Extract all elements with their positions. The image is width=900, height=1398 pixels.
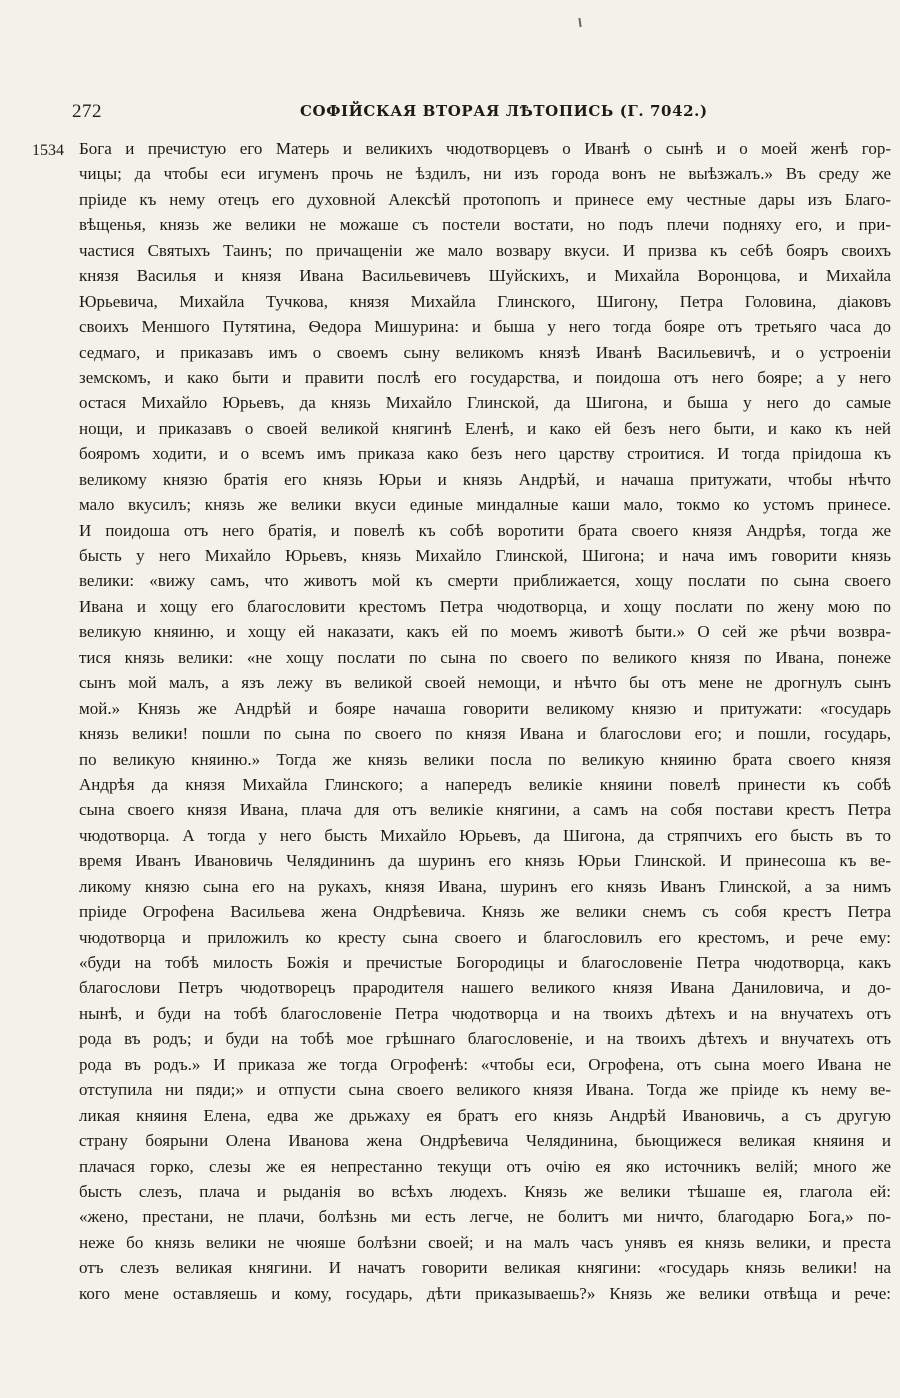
text-line: великому князю братія его князь Юрьи и князь Андрѣй, и начаша притужати, чтобы нѣчто (79, 469, 891, 489)
text-line: мало вкусилъ; князь же велики вкуси единые миндалные каши мало, токмо ко устомъ принесе. (79, 495, 891, 515)
text-line: неже бо князь велики не чюяше болѣзни своей; и на малъ часъ унявъ ея князь велики, и преста (79, 1232, 891, 1252)
text-line: Бога и пречистую его Матерь и великихъ чюдотворцевъ о Иванѣ о сынѣ и о моей женѣ гор- (79, 139, 891, 158)
text-line: седмаго, и приказавъ имъ о своемъ сыну великомъ князѣ Иванѣ Васильевичѣ, и о устроеніи (79, 342, 891, 362)
margin-year: 1534 (32, 142, 64, 159)
text-line: чюдотворца и приложилъ ко кресту сына своего и благословилъ его крестомъ, и рече ему: (79, 927, 891, 947)
text-line: ликая княиня Елена, едва же дрьжаху ея братъ его князь Андрѣй Ивановичь, а съ другую (79, 1105, 891, 1125)
text-line: князя Василья и князя Ивана Васильевичевъ Шуйскихъ, и Михайла Воронцова, и Михайла (79, 266, 891, 286)
text-line: пріиде къ нему отецъ его духовной Алексѣй протопопъ и принесе ему честные дары изъ Благо- (79, 189, 891, 209)
text-line: по великую княиню.» Тогда же князь велики посла по великую княиню брата своего князя (79, 749, 891, 769)
text-line: отступила ни пяди;» и отпусти сына своего великого князя Ивана. Тогда же пріиде къ нему ве- (79, 1080, 891, 1100)
text-line: благослови Петръ чюдотворецъ прародителя нашего великого князя Ивана Даниловича, и до- (79, 978, 891, 998)
text-line: чюдотворца. А тогда у него бысть Михайло Юрьевъ, да Шигона, да стряпчихъ его бысть въ то (79, 825, 891, 845)
text-line: князь велики! пошли по сына по своего по князя Ивана и благослови его; и пошли, государь, (79, 724, 891, 744)
text-line: бояромъ ходити, и о всемъ имъ приказа како безъ него царству строитися. И тогда пріидоша къ (79, 444, 891, 464)
text-line: земскомъ, и како быти и правити послѣ его государства, и поидоша отъ него бояре; а у него (79, 367, 891, 387)
running-title: СОФІЙСКАЯ ВТОРАЯ ЛѢТОПИСЬ (Г. 7042.) (300, 102, 708, 120)
text-line: нощи, и приказавъ о своей великой княгинѣ Еленѣ, и како ей безъ него быти, и како къ ней (79, 418, 891, 438)
text-line: чицы; да чтобы еси игуменъ прочь не ѣздилъ, ни изъ города вонъ не выѣзжалъ.» Въ среду же (79, 164, 891, 184)
text-line: Юрьевича, Михайла Тучкова, князя Михайла Глинского, Шигону, Петра Головина, діаковъ (79, 291, 891, 311)
text-line: Андрѣя да князя Михайла Глинского; а напередъ великіе княини повелѣ принести къ собѣ (79, 774, 891, 794)
page-number: 272 (72, 101, 102, 122)
text-line: «буди на тобѣ милость Божія и пречистые Богородицы и благословеніе Петра чюдотворца, какъ (79, 953, 891, 972)
text-line: пріиде Огрофена Васильева жена Ондрѣевича. Князь же велики снемъ съ собя крестъ Петра (79, 902, 891, 922)
text-line: И поидоша отъ него братія, и повелѣ къ собѣ воротити брата своего князя Андрѣя, тогда же (79, 520, 891, 540)
text-line: велики: «вижу самъ, что животъ мой къ смерти приближается, хощу послати по сына своего (79, 571, 891, 591)
text-line: Ивана и хощу его благословити крестомъ Петра чюдотворца, и хощу послати по жену мою по (79, 596, 891, 616)
text-line: бысть слезъ, плача и рыданія во всѣхъ людехъ. Князь же велики тѣшаше ея, глагола ей: (79, 1181, 891, 1201)
text-line: тися князь велики: «не хощу послати по сына по своего по великого князя по Ивана, понеже (79, 647, 891, 667)
scan-mark (578, 18, 581, 27)
text-line: нынѣ, и буди на тобѣ благословеніе Петра чюдотворца и на твоихъ дѣтехъ и на внучатехъ отъ (79, 1003, 891, 1023)
text-line: великую княиню, и хощу ей наказати, какъ ей по моемъ животѣ быти.» О сей же рѣчи возвра- (79, 622, 891, 642)
text-line: мой.» Князь же Андрѣй и бояре начаша говорити великому князю и притужати: «государь (79, 698, 891, 718)
text-line: вѣщенья, князь же велики не можаше съ постели востати, но подъ плечи подняху его, и при- (79, 215, 891, 235)
text-line: сынъ мой малъ, а язъ лежу въ великой своей немощи, и нѣчто бы отъ мене не дрогнулъ сынъ (79, 673, 891, 693)
text-line: «жено, престани, не плачи, болѣзнь ми есть легче, не болитъ ми ничто, благодарю Бога,» по- (79, 1207, 891, 1227)
page-header (72, 101, 892, 125)
text-line: частися Святыхъ Таинъ; по причащеніи же мало возвару вкуси. И призва къ себѣ бояръ своихъ (79, 240, 891, 260)
text-line: своихъ Меншого Путятина, Ѳедора Мишурина: и быша у него тогда бояре отъ третьяго часа до (79, 317, 891, 337)
text-line: рода въ родъ.» И приказа же тогда Огрофенѣ: «чтобы еси, Огрофена, отъ сына моего Ивана не (79, 1054, 891, 1074)
text-line: кого мене оставляешь и кому, государь, дѣти приказываешь?» Князь же велики отвѣща и рече: (79, 1283, 891, 1303)
text-line: остася Михайло Юрьевъ, да князь Михайло Глинской, да Шигона, и быша у него до самые (79, 393, 891, 413)
chronicle-text (79, 136, 891, 1306)
text-line: время Иванъ Ивановичь Челядининъ да шуринъ его князь Юрьи Глинской. И принесоша къ ве- (79, 851, 891, 871)
text-line: отъ слезъ великая княгини. И начатъ говорити великая княгини: «государь князь велики! на (79, 1258, 891, 1278)
text-line: страну боярыни Олена Иванова жена Ондрѣевича Челядинина, бьющижеся великая княиня и (79, 1131, 891, 1151)
text-line: рода въ родъ; и буди на тобѣ мое грѣшнаго благословеніе, и на твоихъ дѣтехъ и внучатехъ отъ (79, 1029, 891, 1049)
text-line: сына своего князя Ивана, плача для отъ великіе княгини, а самъ на собя постави крестъ Петра (79, 800, 891, 820)
text-line: бысть у него Михайло Юрьевъ, князь Михайло Глинской, Шигона; и нача имъ говорити князь (79, 546, 891, 565)
text-line: плачася горко, слезы же ея непрестанно текущи отъ очію ея яко источникъ велій; много же (79, 1156, 891, 1176)
text-line: ликому князю сына его на рукахъ, князя Ивана, шуринъ его князь Иванъ Глинской, а за нимъ (79, 876, 891, 896)
